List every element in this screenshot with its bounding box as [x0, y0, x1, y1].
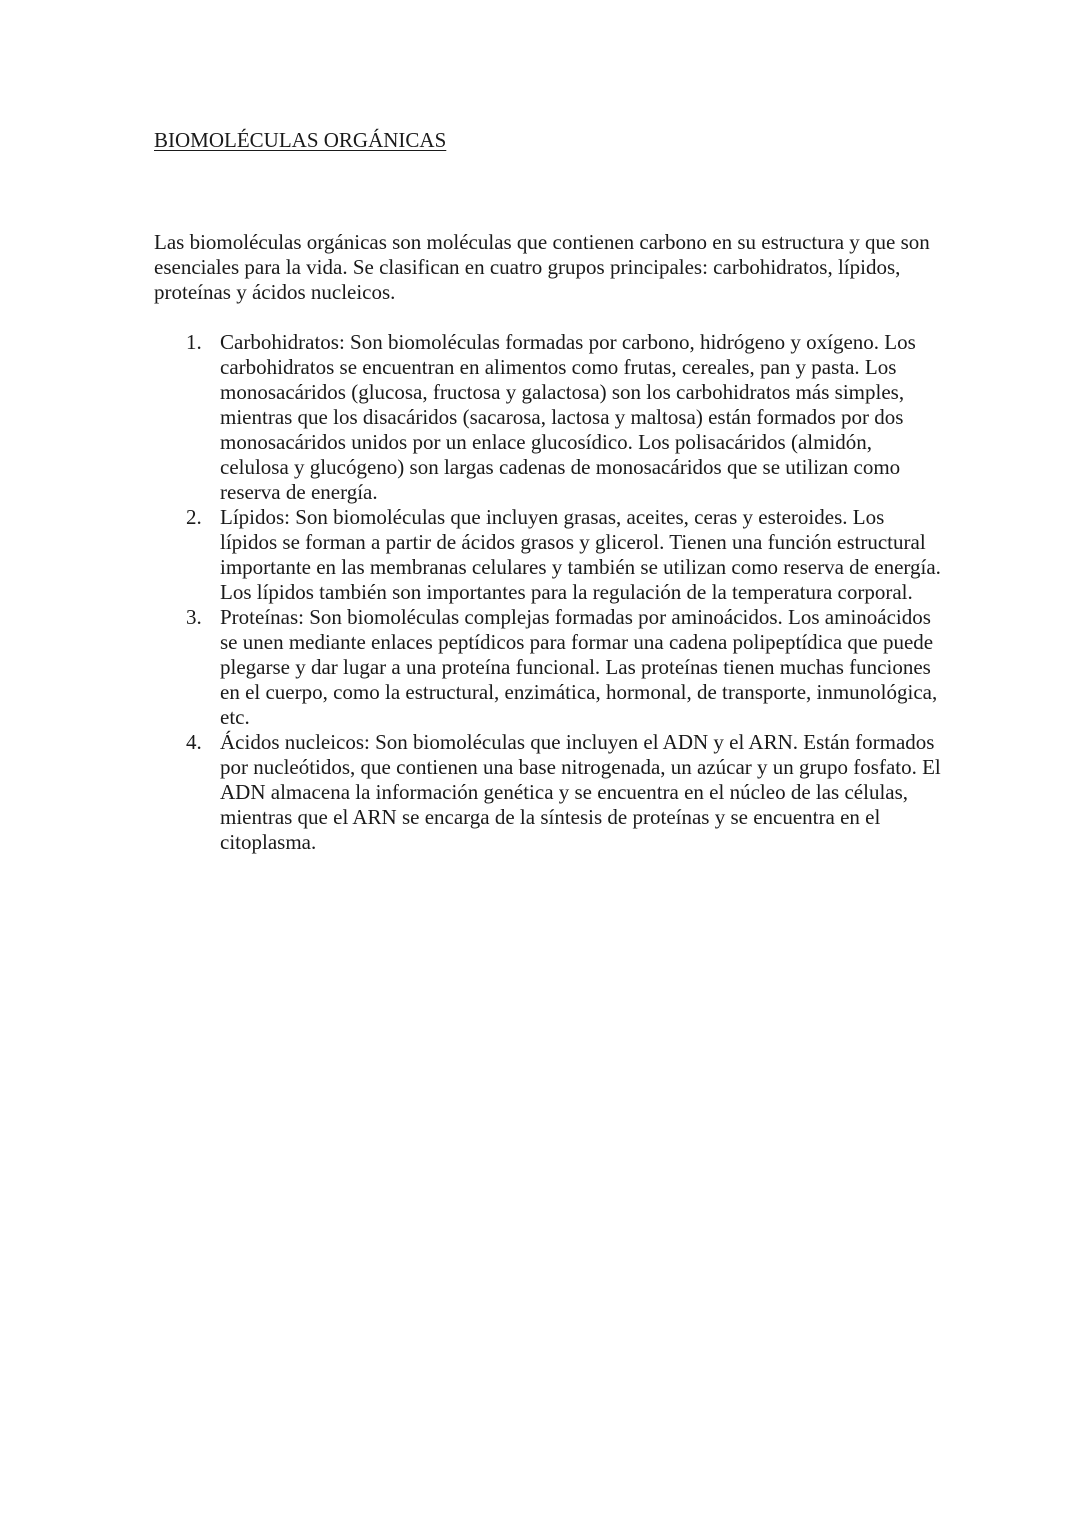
list-item-proteinas: [154, 605, 944, 730]
list-item-acidos-nucleicos: [154, 730, 944, 855]
list-item-text: Ácidos nucleicos: Son biomoléculas que incluyen el ADN y el ARN. Están formados por nucleótidos, que contienen una base nitrogenada, un azúcar y un grupo fosfato. El ADN almacena la información genética y se encuentra en el núcleo de las células, mientras que el ARN se encarga de la síntesis de proteínas y se encuentra en el citoplasma.: [220, 730, 941, 854]
list-item-number: 2.: [186, 505, 202, 529]
list-item-text: Carbohidratos: Son biomoléculas formadas por carbono, hidrógeno y oxígeno. Los carbohidratos se encuentran en alimentos como frutas, cereales, pan y pasta. Los monosacáridos (glucosa, fructosa y galactosa) son los carbohidratos más simples, mientras que los disacáridos (sacarosa, lactosa y maltosa) están formados por dos monosacáridos unidos por un enlace glucosídico. Los polisacáridos (almidón, celulosa y glucógeno) son largas cadenas de monosacáridos que se utilizan como reserva de energía.: [220, 330, 916, 504]
list-item-text: Lípidos: Son biomoléculas que incluyen grasas, aceites, ceras y esteroides. Los lípidos se forman a partir de ácidos grasos y glicerol. Tienen una función estructural importante en las membranas celulares y también se utilizan como reserva de energía. Los lípidos también son importantes para la regulación de la temperatura corporal.: [220, 505, 941, 604]
list-item-number: 1.: [186, 330, 202, 354]
list-item-number: 3.: [186, 605, 202, 629]
list-item-number: 4.: [186, 730, 202, 754]
list-item-text: Proteínas: Son biomoléculas complejas formadas por aminoácidos. Los aminoácidos se unen mediante enlaces peptídicos para formar una cadena polipeptídica que puede plegarse y dar lugar a una proteína funcional. Las proteínas tienen muchas funciones en el cuerpo, como la estructural, enzimática, hormonal, de transporte, inmunológica, etc.: [220, 605, 938, 729]
document-title: BIOMOLÉCULAS ORGÁNICAS: [154, 128, 447, 152]
list-item-lipidos: [154, 505, 944, 605]
list-item-carbohidratos: [154, 330, 944, 505]
biomolecule-list: [154, 330, 944, 855]
intro-paragraph: Las biomoléculas orgánicas son moléculas que contienen carbono en su estructura y que son esenciales para la vida. Se clasifican en cuatro grupos principales: carbohidratos, lípidos, proteínas y ácidos nucleicos.: [154, 230, 930, 304]
